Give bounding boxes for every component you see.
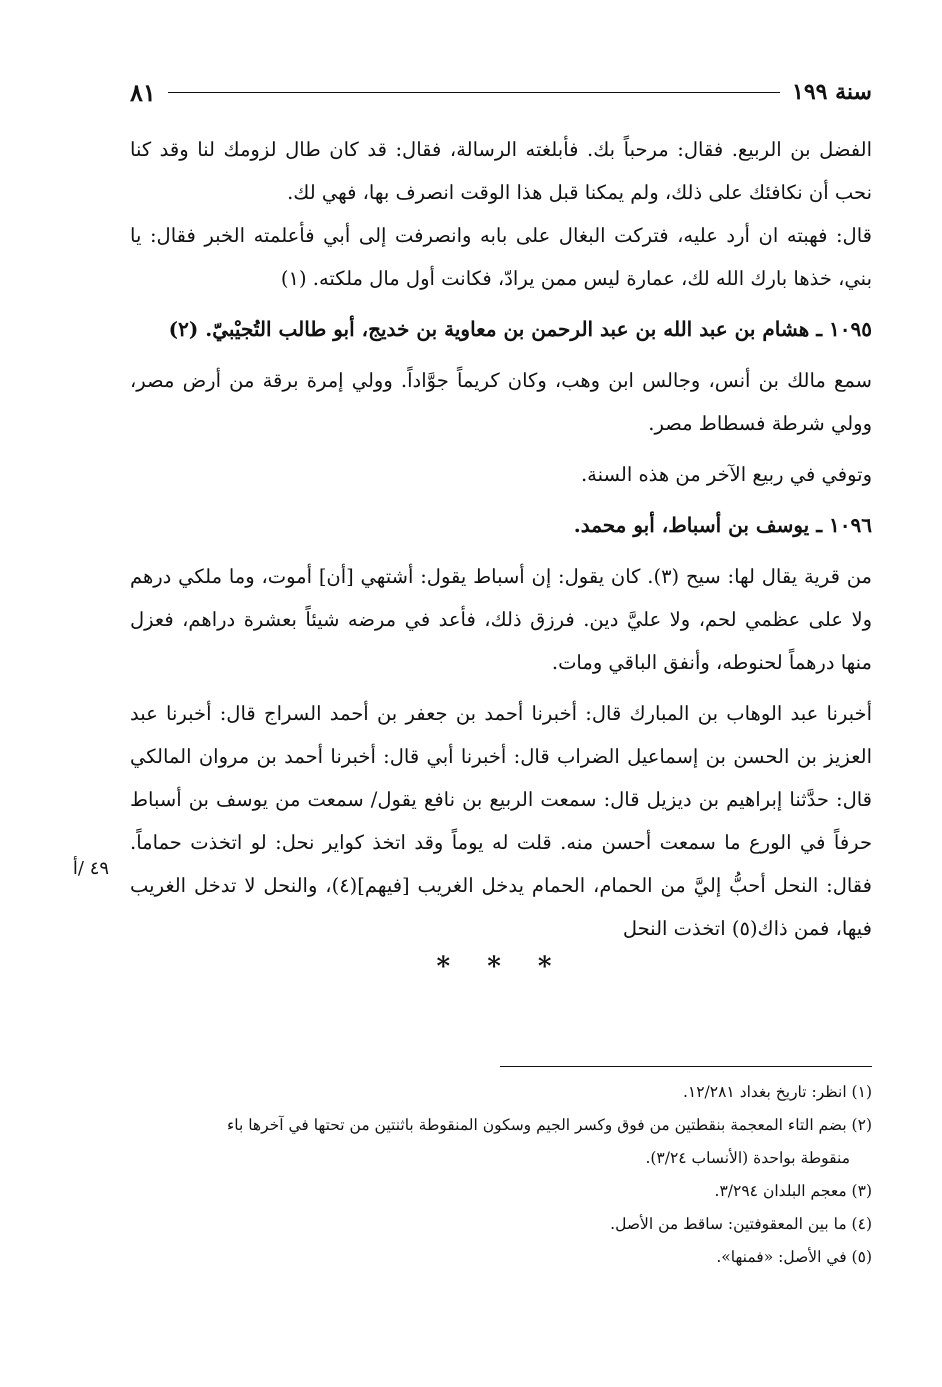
- running-header: [130, 74, 872, 110]
- footnote-2-continuation: منقوطة بواحدة (الأنساب ٣/٢٤).: [645, 1149, 850, 1167]
- entry-heading-1096: ١٠٩٦ ـ يوسف بن أسباط، أبو محمد.: [573, 513, 872, 537]
- page-number: ٨١: [130, 77, 156, 107]
- manuscript-folio-marker: ٤٩ /أ: [72, 858, 110, 879]
- footnotes: [130, 1076, 872, 1274]
- footnote-2: (٢) بضم التاء المعجمة بنقطتين من فوق وكسر الجيم وسكون المنقوطة باثنتين من تحتها في آخرها باء: [226, 1116, 872, 1134]
- paragraph-isnad: أخبرنا عبد الوهاب بن المبارك قال: أخبرنا أحمد بن جعفر بن أحمد السراج قال: أخبرنا عبد العزيز بن الحسن بن إسماعيل الضراب قال: أخبرنا أبي قال: أخبرنا أحمد بن مروان المالكي قال: حدَّثنا إبراهيم بن ديزيل قال: سمعت الربيع بن نافع يقول/ سمعت من يوسف بن أسباط حرفاً في الورع ما سمعت أحسن منه. قلت له يوماً وقد اتخذ كواير نحل: لو اتخذت حماماً. فقال: النحل أحبُّ إليَّ من الحمام، الحمام يدخل الغريب [فيهم](٤)، والنحل لا تدخل الغريب فيها، فمن ذاك(٥) اتخذت النحل: [130, 702, 872, 940]
- paragraph-hisham: سمع مالك بن أنس، وجالس ابن وهب، وكان كريماً جوَّاداً. وولي إمرة برقة من أرض مصر، وولي شرطة فسطاط مصر.: [130, 369, 872, 435]
- footnote-1: (١) انظر: تاريخ بغداد ١٢/٢٨١.: [682, 1083, 872, 1101]
- footnote-4: (٤) ما بين المعقوفتين: ساقط من الأصل.: [610, 1215, 872, 1233]
- paragraph-fadl: الفضل بن الربيع. فقال: مرحباً بك. فأبلغته الرسالة، فقال: قد كان طال لزومك لنا وقد كنا نحب أن نكافئك على ذلك، ولم يمكنا قبل هذا الوقت انصرف بها، فهي لك.: [130, 138, 872, 204]
- footnote-5: (٥) في الأصل: «فمنها».: [716, 1248, 872, 1266]
- section-separator-stars: * * *: [436, 952, 566, 982]
- paragraph-yusuf: من قرية يقال لها: سيح (٣). كان يقول: إن أسباط يقول: أشتهي [أن] أموت، وما ملكي درهم ولا على عظمي لحم، ولا عليَّ دين. فرزق ذلك، فأعد في مرضه شيئاً بعشرة دراهم، فعزل منها درهماً لحنوطه، وأنفق الباقي ومات.: [130, 565, 872, 674]
- footnote-3: (٣) معجم البلدان ٣/٢٩٤.: [714, 1182, 872, 1200]
- year-label: سنة ١٩٩: [792, 79, 872, 105]
- paragraph-story-end: قال: فهبته ان أرد عليه، فتركت البغال على بابه وانصرفت إلى أبي فأعلمته الخبر فقال: يا بني، خذها بارك الله لك، عمارة ليس ممن يرادّ، فكانت أول مال ملكته. (١): [130, 224, 872, 290]
- paragraph-death: وتوفي في ربيع الآخر من هذه السنة.: [580, 463, 872, 486]
- footnote-divider: [500, 1066, 872, 1067]
- entry-heading-1095: ١٠٩٥ ـ هشام بن عبد الله بن عبد الرحمن بن معاوية بن خديج، أبو طالب التُجيْبيّ. (٢): [168, 317, 872, 341]
- header-rule: [168, 92, 780, 93]
- main-text: [130, 128, 872, 984]
